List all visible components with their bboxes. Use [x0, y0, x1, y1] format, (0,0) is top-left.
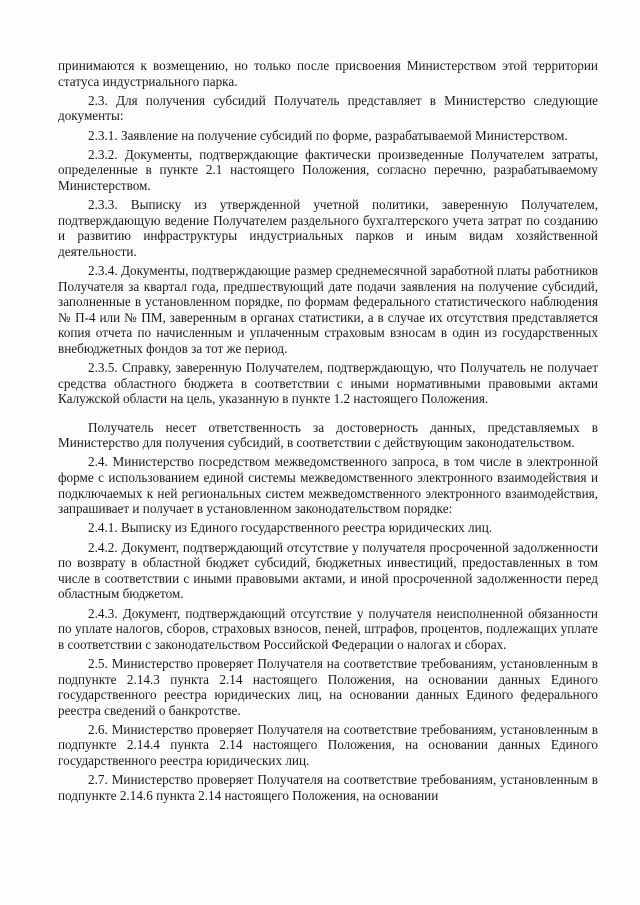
paragraph-2-3-5: 2.3.5. Справку, заверенную Получателем, подтверждающую, что Получатель не получает средства областного бюджета в соответствии с иными нормативными правовыми актами Калужской области на цель, указанную в пункте 1.2 настоящего Положения. — [58, 360, 598, 407]
paragraph-2-5: 2.5. Министерство проверяет Получателя на соответствие требованиям, установленным в подпункте 2.14.3 пункта 2.14 настоящего Положения, на основании данных Единого государственного реестра юридических лиц, на основании данных Единого федерального реестра сведений о банкротстве. — [58, 655, 598, 718]
paragraph-2-3-1: 2.3.1. Заявление на получение субсидий по форме, разрабатываемой Министерством. — [88, 127, 568, 143]
document-body — [58, 58, 598, 807]
paragraph-gap — [58, 411, 598, 420]
paragraph-2-4: 2.4. Министерство посредством межведомственного запроса, в том числе в электронной форме с использованием единой системы межведомственного электронного взаимодействия и подключаемых к ней региональных систем межведомственного электронного взаимодействия, запрашивает и получает в установленном законодательством порядке: — [58, 454, 598, 517]
paragraph-2-3: 2.3. Для получения субсидий Получатель представляет в Министерство следующие документы: — [58, 92, 598, 124]
paragraph-2-3-3: 2.3.3. Выписку из утвержденной учетной политики, заверенную Получателем, подтверждающую ведение Получателем раздельного бухгалтерского учета затрат по созданию и развитию инфраструктуры индустриальных парков и иным видам хозяйственной деятельности. — [58, 197, 598, 259]
paragraph-continuation: принимаются к возмещению, но только после присвоения Министерством этой территории статуса индустриального парка. — [58, 58, 598, 89]
paragraph-2-7: 2.7. Министерство проверяет Получателя на соответствие требованиям, установленным в подпункте 2.14.6 пункта 2.14 настоящего Положения, на основании — [58, 772, 598, 803]
paragraph-2-4-1: 2.4.1. Выписку из Единого государственного реестра юридических лиц. — [88, 520, 493, 536]
paragraph-2-6: 2.6. Министерство проверяет Получателя на соответствие требованиям, установленным в подпункте 2.14.4 пункта 2.14 настоящего Положения, на основании данных Единого государственного реестра юридических лиц. — [58, 721, 598, 769]
paragraph-2-3-2: 2.3.2. Документы, подтверждающие фактически произведенные Получателем затраты, определенные в пункте 2.1 настоящего Положения, согласно перечню, разрабатываемому Министерством. — [58, 146, 598, 193]
paragraph-2-4-2: 2.4.2. Документ, подтверждающий отсутствие у получателя просроченной задолженности по возврату в областной бюджет субсидий, бюджетных инвестиций, предоставленных в том числе в соответствии с иными правовыми актами, и иной просроченной задолженности перед областным бюджетом. — [58, 539, 598, 602]
paragraph-responsibility: Получатель несет ответственность за достоверность данных, представляемых в Министерство для получения субсидий, в соответствии с действующим законодательством. — [58, 419, 598, 451]
paragraph-2-4-3: 2.4.3. Документ, подтверждающий отсутствие у получателя неисполненной обязанности по уплате налогов, сборов, страховых взносов, пеней, штрафов, процентов, подлежащих уплате в соответствии с законодательством Российской Федерации о налогах и сборах. — [58, 605, 598, 652]
paragraph-2-3-4: 2.3.4. Документы, подтверждающие размер среднемесячной заработной платы работников Получателя за квартал года, предшествующий дате подачи заявления на получение субсидий, заполненные в установленном порядке, по формам федерального статистического наблюдения № П-4 или № ПМ, заверенным в органах статистики, а в случае их отсутствия представляется копия отчета по начисленным и уплаченным страховым взносам в один из государственных внебюджетных фондов за тот же период. — [58, 263, 598, 357]
